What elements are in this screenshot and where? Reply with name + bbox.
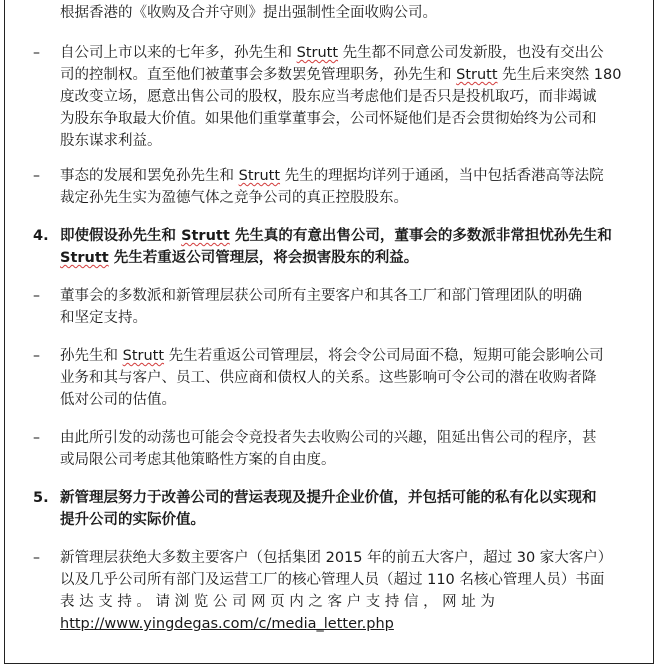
bullet-dash: –	[33, 45, 40, 61]
bullet-6-line-2: 以及几乎公司所有部门及运营工厂的核心管理人员（超过 110 名核心管理人员）书面	[60, 572, 605, 588]
bullet-dash: –	[33, 348, 40, 364]
name-strutt: Strutt	[238, 168, 281, 184]
bullet-4-line-3: 低对公司的估值。	[60, 392, 176, 408]
name-strutt: Strutt	[181, 228, 230, 244]
bullet-6-line-1: 新管理层获绝大多数主要客户（包括集团 2015 年的前五大客户，超过 30 家大客户）	[60, 550, 613, 566]
bullet-5-line-2: 或局限公司考虑其他策略性方案的自由度。	[60, 452, 336, 468]
bullet-4-line-1: 孙先生和 Strutt 先生若重返公司管理层，将会令公司局面不稳，短期可能会影响公司	[60, 348, 604, 364]
bullet-3-line-2: 和坚定支持。	[60, 310, 147, 326]
bullet-dash: –	[33, 430, 40, 446]
bullet-3-line-1: 董事会的多数派和新管理层获公司所有主要客户和其各工厂和部门管理团队的明确	[60, 288, 582, 304]
name-strutt: Strutt	[456, 67, 498, 83]
bullet-1-line-1: 自公司上市以来的七年多，孙先生和 Strutt 先生都不同意公司发新股，也没有交出公	[60, 45, 604, 61]
section-5-number: 5.	[33, 490, 49, 506]
bullet-4-line-2: 业务和其与客户、员工、供应商和债权人的关系。这些影响可令公司的潜在收购者降	[60, 370, 597, 386]
section-5-heading-line-1: 新管理层努力于改善公司的营运表现及提升企业价值，并包括可能的私有化以实现和	[60, 490, 597, 506]
bullet-1-line-3: 度改变立场，愿意出售公司的股权，股东应当考虑他们是否只是投机取巧，而非竭诚	[60, 89, 597, 105]
name-strutt: Strutt	[296, 45, 339, 61]
section-5-heading-line-2: 提升公司的实际价值。	[60, 512, 205, 528]
bullet-dash: –	[33, 550, 40, 566]
bullet-5-line-1: 由此所引发的动荡也可能会令竞投者失去收购公司的兴趣，阻延出售公司的程序，甚	[60, 430, 597, 446]
bullet-1-line-2: 司的控制权。直至他们被董事会多数罢免管理职务，孙先生和 Strutt 先生后来突然 180	[60, 67, 622, 83]
bullet-6-line-3: 表 达 支 持 。 请 浏 览 公 司 网 页 内 之 客 户 支 持 信 ， 网 址 为	[60, 594, 495, 610]
section-4-number: 4.	[33, 228, 49, 244]
bullet-2-line-1: 事态的发展和罢免孙先生和 Strutt 先生的理据均详列于通函，当中包括香港高等法院	[60, 168, 604, 184]
bullet-dash: –	[33, 288, 40, 304]
bullet-1-line-5: 股东谋求利益。	[60, 133, 162, 149]
bullet-2-line-2: 裁定孙先生实为盈德气体之竞争公司的真正控股股东。	[60, 190, 408, 206]
top-line: 根据香港的《收购及合并守则》提出强制性全面收购公司。	[60, 5, 437, 21]
bullet-1-line-4: 为股东争取最大价值。如果他们重掌董事会，公司怀疑他们是否会贯彻始终为公司和	[60, 111, 597, 127]
bullet-dash: –	[33, 168, 40, 184]
name-strutt: Strutt	[122, 348, 165, 364]
section-4-heading-line-2: Strutt 先生若重返公司管理层，将会损害股东的利益。	[60, 250, 419, 266]
section-4-heading-line-1: 即使假设孙先生和 Strutt 先生真的有意出售公司，董事会的多数派非常担忧孙先生和	[60, 228, 612, 244]
media-letter-link[interactable]: http://www.yingdegas.com/c/media_letter.php	[60, 616, 394, 632]
name-strutt: Strutt	[60, 250, 109, 266]
